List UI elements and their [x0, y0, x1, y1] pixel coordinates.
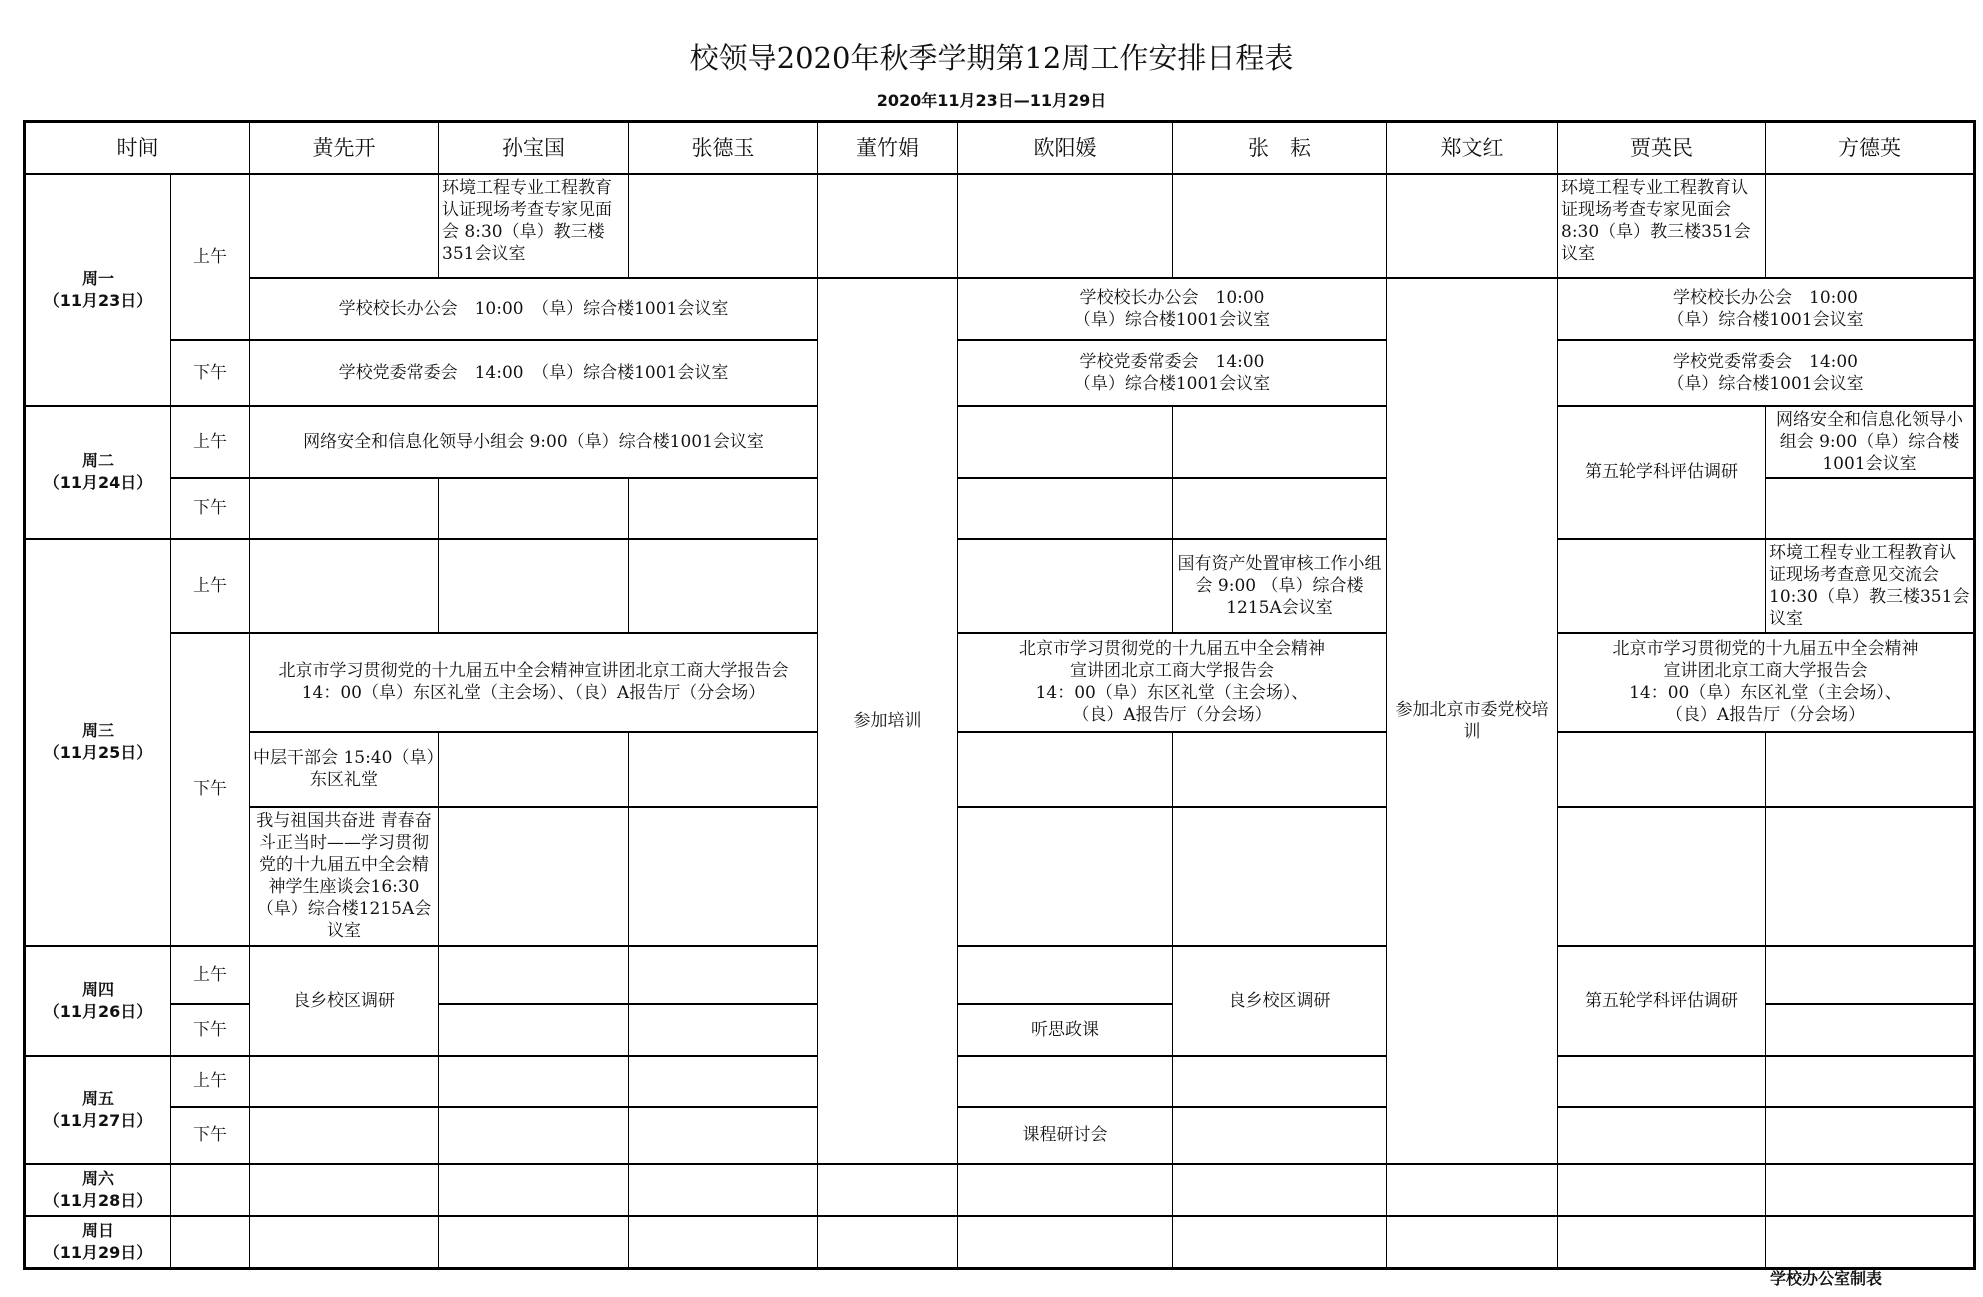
- empty-cell: [958, 732, 1173, 807]
- empty-cell: [629, 478, 818, 539]
- empty-cell: [250, 1056, 439, 1107]
- empty-cell: [818, 1216, 958, 1269]
- empty-cell: [958, 478, 1173, 539]
- empty-cell: [439, 807, 629, 946]
- empty-cell: [439, 1004, 629, 1056]
- table-row: [25, 174, 1975, 278]
- empty-cell: [958, 946, 1173, 1004]
- empty-cell: [250, 1164, 439, 1216]
- empty-cell: [250, 1216, 439, 1269]
- empty-cell: [1766, 807, 1975, 946]
- event-cell: 第五轮学科评估调研: [1558, 406, 1766, 539]
- empty-cell: [629, 1164, 818, 1216]
- header-row: [25, 122, 1975, 174]
- empty-cell: [1766, 174, 1975, 278]
- table-row: [25, 633, 1975, 732]
- event-cell: 北京市学习贯彻党的十九届五中全会精神宣讲团北京工商大学报告会 14：00（阜）东区礼堂（主会场）、（良）A报告厅（分会场）: [250, 633, 818, 732]
- header-person: 郑文红: [1387, 122, 1558, 174]
- event-cell: 参加培训: [818, 278, 958, 1164]
- empty-cell: [439, 1216, 629, 1269]
- empty-cell: [629, 807, 818, 946]
- footer-credit: 学校办公室制表: [1770, 1269, 1883, 1288]
- empty-cell: [439, 478, 629, 539]
- header-person: 方德英: [1766, 122, 1975, 174]
- empty-cell: [1558, 732, 1766, 807]
- day-label: 周四 （11月26日）: [25, 946, 171, 1056]
- empty-cell: [629, 1107, 818, 1164]
- empty-cell: [1173, 807, 1387, 946]
- table-row: [25, 539, 1975, 633]
- empty-cell: [250, 1107, 439, 1164]
- empty-cell: [1558, 539, 1766, 633]
- event-cell: 环境工程专业工程教育认证现场考查专家见面会 8:30（阜）教三楼351会议室: [439, 174, 629, 278]
- empty-cell: [1558, 1164, 1766, 1216]
- empty-cell: [1173, 174, 1387, 278]
- empty-cell: [250, 539, 439, 633]
- empty-cell: [439, 732, 629, 807]
- table-row: [25, 1056, 1975, 1107]
- table-row: [25, 278, 1975, 340]
- event-cell: 环境工程专业工程教育认证现场考查意见交流会10:30（阜）教三楼351会议室: [1766, 539, 1975, 633]
- empty-cell: [1766, 1004, 1975, 1056]
- schedule-table: [23, 120, 1976, 1270]
- period-label: 上午: [171, 406, 250, 478]
- period-label: 下午: [171, 633, 250, 946]
- empty-cell: [439, 1056, 629, 1107]
- empty-cell: [1387, 1216, 1558, 1269]
- header-time: 时间: [25, 122, 250, 174]
- header-person: 孙宝国: [439, 122, 629, 174]
- day-label: 周日 （11月29日）: [25, 1216, 171, 1269]
- empty-cell: [1766, 1164, 1975, 1216]
- event-cell: 中层干部会 15:40（阜）东区礼堂: [250, 732, 439, 807]
- period-label: 上午: [171, 946, 250, 1004]
- table-row: [25, 946, 1975, 1004]
- empty-cell: [958, 1164, 1173, 1216]
- period-label: 下午: [171, 1107, 250, 1164]
- empty-cell: [1173, 1056, 1387, 1107]
- header-person: 张德玉: [629, 122, 818, 174]
- header-person: 张 耘: [1173, 122, 1387, 174]
- day-label: 周二 （11月24日）: [25, 406, 171, 539]
- table-row: [25, 1107, 1975, 1164]
- empty-cell: [629, 1004, 818, 1056]
- empty-cell: [439, 946, 629, 1004]
- period-label: 下午: [171, 478, 250, 539]
- empty-cell: [629, 1216, 818, 1269]
- event-cell: 我与祖国共奋进 青春奋斗正当时——学习贯彻党的十九届五中全会精神学生座谈会16:30（阜）综合楼1215A会议室: [250, 807, 439, 946]
- event-cell: 学校党委常委会 14:00 （阜）综合楼1001会议室: [958, 340, 1387, 406]
- empty-cell: [1173, 1216, 1387, 1269]
- empty-cell: [629, 946, 818, 1004]
- event-cell: 课程研讨会: [958, 1107, 1173, 1164]
- empty-cell: [629, 732, 818, 807]
- empty-cell: [958, 406, 1173, 478]
- day-label: 周六 （11月28日）: [25, 1164, 171, 1216]
- event-cell: 学校党委常委会 14:00 （阜）综合楼1001会议室: [250, 340, 818, 406]
- period-label: 上午: [171, 174, 250, 340]
- event-cell: 学校校长办公会 10:00 （阜）综合楼1001会议室: [958, 278, 1387, 340]
- empty-cell: [1173, 1107, 1387, 1164]
- event-cell: 第五轮学科评估调研: [1558, 946, 1766, 1056]
- event-cell: 北京市学习贯彻党的十九届五中全会精神 宣讲团北京工商大学报告会 14：00（阜）东区礼堂（主会场）、 （良）A报告厅（分会场）: [958, 633, 1387, 732]
- empty-cell: [629, 174, 818, 278]
- empty-cell: [1766, 478, 1975, 539]
- empty-cell: [439, 1107, 629, 1164]
- empty-cell: [1173, 1164, 1387, 1216]
- date-range: 2020年11月23日—11月29日: [876, 91, 1107, 110]
- table-row: [25, 1164, 1975, 1216]
- event-cell: 学校党委常委会 14:00 （阜）综合楼1001会议室: [1558, 340, 1975, 406]
- event-cell: 良乡校区调研: [1173, 946, 1387, 1056]
- event-cell: 网络安全和信息化领导小组会 9:00（阜）综合楼1001会议室: [1766, 406, 1975, 478]
- empty-cell: [1766, 1056, 1975, 1107]
- empty-cell: [1387, 1164, 1558, 1216]
- period-label: 下午: [171, 1004, 250, 1056]
- empty-cell: [1766, 946, 1975, 1004]
- day-label: 周一 （11月23日）: [25, 174, 171, 406]
- table-row: [25, 807, 1975, 946]
- empty-cell: [958, 539, 1173, 633]
- empty-cell: [250, 174, 439, 278]
- day-label: 周五 （11月27日）: [25, 1056, 171, 1164]
- event-cell: 国有资产处置审核工作小组会 9:00 （阜）综合楼1215A会议室: [1173, 539, 1387, 633]
- empty-cell: [958, 1216, 1173, 1269]
- event-cell: 网络安全和信息化领导小组会 9:00（阜）综合楼1001会议室: [250, 406, 818, 478]
- empty-cell: [1558, 1056, 1766, 1107]
- empty-cell: [1173, 732, 1387, 807]
- empty-cell: [439, 1164, 629, 1216]
- empty-cell: [1558, 1107, 1766, 1164]
- header-person: 董竹娟: [818, 122, 958, 174]
- empty-cell: [958, 174, 1173, 278]
- empty-cell: [250, 478, 439, 539]
- day-label: 周三 （11月25日）: [25, 539, 171, 946]
- empty-cell: [1173, 406, 1387, 478]
- table-row: [25, 732, 1975, 807]
- empty-cell: [1766, 1216, 1975, 1269]
- empty-cell: [171, 1164, 250, 1216]
- empty-cell: [1558, 807, 1766, 946]
- empty-cell: [629, 1056, 818, 1107]
- table-row: [25, 340, 1975, 406]
- event-cell: 学校校长办公会 10:00 （阜）综合楼1001会议室: [250, 278, 818, 340]
- event-cell: 学校校长办公会 10:00 （阜）综合楼1001会议室: [1558, 278, 1975, 340]
- empty-cell: [439, 539, 629, 633]
- empty-cell: [629, 539, 818, 633]
- empty-cell: [1766, 732, 1975, 807]
- empty-cell: [958, 807, 1173, 946]
- event-cell: 参加北京市委党校培训: [1387, 278, 1558, 1164]
- empty-cell: [1173, 478, 1387, 539]
- table-row: [25, 1216, 1975, 1269]
- empty-cell: [818, 174, 958, 278]
- period-label: 下午: [171, 340, 250, 406]
- header-person: 贾英民: [1558, 122, 1766, 174]
- empty-cell: [958, 1056, 1173, 1107]
- empty-cell: [171, 1216, 250, 1269]
- empty-cell: [1766, 1107, 1975, 1164]
- empty-cell: [1387, 174, 1558, 278]
- event-cell: 环境工程专业工程教育认证现场考查专家见面会8:30（阜）教三楼351会议室: [1558, 174, 1766, 278]
- period-label: 上午: [171, 1056, 250, 1107]
- header-person: 黄先开: [250, 122, 439, 174]
- empty-cell: [1558, 1216, 1766, 1269]
- header-person: 欧阳媛: [958, 122, 1173, 174]
- event-cell: 听思政课: [958, 1004, 1173, 1056]
- event-cell: 北京市学习贯彻党的十九届五中全会精神 宣讲团北京工商大学报告会 14：00（阜）东区礼堂（主会场）、 （良）A报告厅（分会场）: [1558, 633, 1975, 732]
- event-cell: 良乡校区调研: [250, 946, 439, 1056]
- table-row: [25, 406, 1975, 478]
- page-title: 校领导2020年秋季学期第12周工作安排日程表: [689, 41, 1294, 75]
- period-label: 上午: [171, 539, 250, 633]
- empty-cell: [818, 1164, 958, 1216]
